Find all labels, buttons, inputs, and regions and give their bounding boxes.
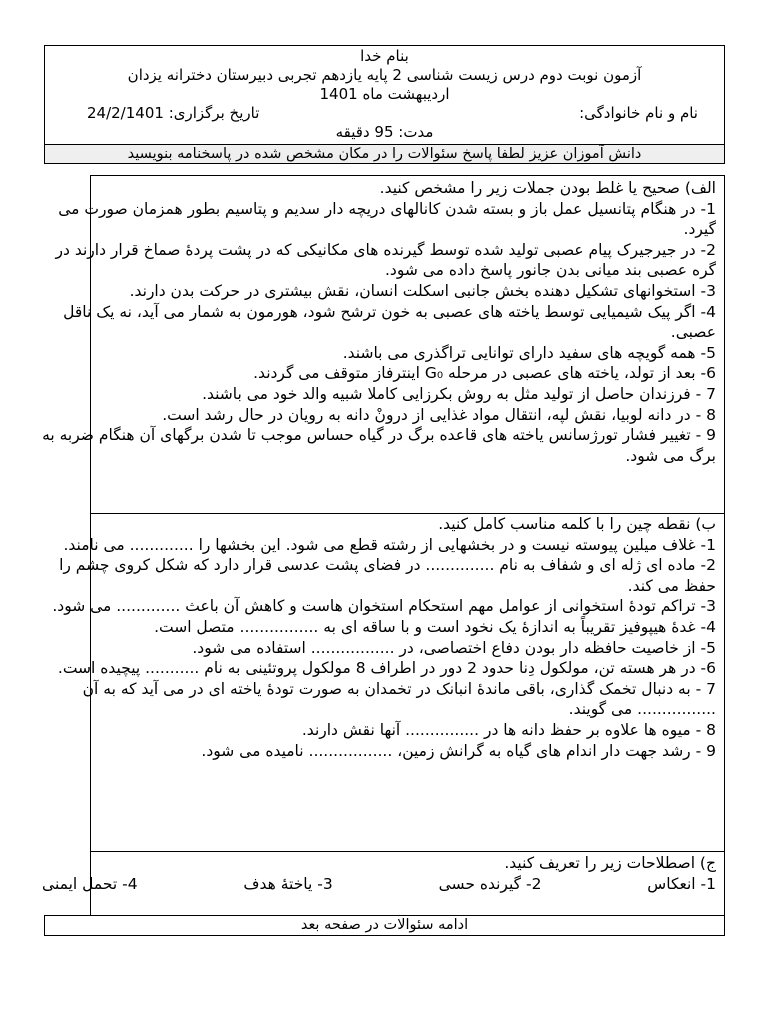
exam-header-box bbox=[44, 45, 725, 164]
section-a-box bbox=[42, 175, 725, 514]
bismillah: بنام خدا bbox=[360, 47, 409, 65]
section-a-item: 2- در جیرجیرک پیام عصبی تولید شده توسط گیرنده های مکانیکی که در پشت پردۀ صماخ قرار دارند در گره عصبی بند میانی بدن جانور پاسخ داده می شود. bbox=[55, 240, 716, 280]
section-b-item: 5- از خاصیت حافظه دار بودن دفاع اختصاصی، در ................. استفاده می شود. bbox=[192, 638, 716, 657]
term-item: 1- انعکاس bbox=[647, 874, 716, 893]
section-b bbox=[32, 512, 724, 761]
exam-month: اردیبهشت ماه 1401 bbox=[319, 85, 450, 103]
term-item: 4- تحمل ایمنی bbox=[42, 874, 138, 893]
section-a-title: الف) صحیح یا غلط بودن جملات زیر را مشخص کنید. bbox=[379, 179, 716, 197]
section-a-item: 3- استخوانهای تشکیل دهنده بخش جانبی اسکلت انسان، نقش بیشتری در حرکت بدن دارند. bbox=[129, 281, 716, 300]
name-label: نام و نام خانوادگی: bbox=[579, 104, 698, 122]
section-b-title: ب) نقطه چین را با کلمه مناسب کامل کنید. bbox=[438, 515, 716, 533]
section-c-terms bbox=[36, 874, 716, 895]
section-a-item: 6- بعد از تولد، یاخته های عصبی در مرحله G₀ اینترفاز متوقف می گردند. bbox=[253, 364, 716, 383]
section-a-item: 7 - فرزندان حاصل از تولید مثل به روش بکرزایی کاملا شبیه والد خود می باشند. bbox=[202, 384, 716, 403]
section-b-item: 9 - رشد جهت دار اندام های گیاه به گرانش زمین، ................. نامیده می شود. bbox=[201, 741, 716, 760]
instruction-bar: دانش آموزان عزیز لطفا پاسخ سئوالات را در مکان مشخص شده در پاسخنامه بنویسید bbox=[45, 144, 724, 163]
continue-note: ادامه سئوالات در صفحه بعد bbox=[44, 915, 725, 936]
date-label: تاریخ برگزاری: 24/2/1401 bbox=[87, 104, 260, 122]
section-a-item: 5- همه گویچه های سفید دارای توانایی تراگذری می باشند. bbox=[342, 343, 716, 362]
exam-duration: مدت: 95 دقیقه bbox=[335, 123, 434, 141]
name-date-row bbox=[51, 104, 718, 123]
section-c-box bbox=[42, 851, 725, 916]
section-a bbox=[32, 176, 724, 466]
section-b-item: 2- ماده ای ژله ای و شفاف به نام .............. در فضای پشت عدسی قرار دارد که شکل کروی چشم را حفظ می کند. bbox=[59, 556, 716, 595]
section-b-item: 1- غلاف میلین پیوسته نیست و در بخشهایی از رشته قطع می شود. این بخشها را ............. می نامند. bbox=[63, 535, 716, 554]
section-b-item: 6- در هر هسته تن، مولکول دِنا حدود 2 دور در اطراف 8 مولکول پروتئینی به نام ........... پیچیده است. bbox=[57, 659, 716, 678]
exam-title: آزمون نوبت دوم درس زیست شناسی 2 پایه یازدهم تجربی دبیرستان دخترانه یزدان bbox=[127, 66, 642, 84]
section-a-item: 4- اگر پیک شیمیایی توسط یاخته های عصبی به خون ترشح شود، هورمون به شمار می آید، نه یک ناقل عصبی. bbox=[63, 302, 716, 342]
section-b-item: 3- تراکم تودۀ استخوانی از عوامل مهم استحکام استخوان هاست و کاهش آن باعث ............. می شود. bbox=[52, 597, 716, 616]
section-b-item: 7 - به دنبال تخمک گذاری، باقی ماندۀ انبانک در تخمدان به صورت تودۀ یاخته ای در می آید که به آن ................ می گویند. bbox=[82, 679, 716, 719]
section-c bbox=[32, 851, 724, 894]
term-item: 2- گیرنده حسی bbox=[438, 874, 542, 893]
section-b-item: 8 - میوه ها علاوه بر حفظ دانه ها در ............... آنها نقش دارند. bbox=[301, 720, 716, 739]
section-b-box bbox=[52, 512, 725, 852]
term-item: 3- یاختۀ هدف bbox=[243, 874, 333, 893]
section-b-item: 4- غدۀ هیپوفیز تقریباً به اندازۀ یک نخود است و با ساقه ای به ................ متصل است. bbox=[154, 617, 716, 636]
section-a-item: 8 - در دانه لوبیا، نقش لپه، انتقال مواد غذایی از درونْ دانه به رویان در حال رشد است. bbox=[162, 405, 716, 424]
section-a-item: 9 - تغییر فشار تورژسانس یاخته های قاعده برگ در گیاه حساس موجب تا شدن برگهای آن هنگام ضربه به برگ می شود. bbox=[42, 426, 716, 465]
exam-header bbox=[45, 46, 724, 144]
section-a-item: 1- در هنگام پتانسیل عمل باز و بسته شدن کانالهای دریچه دار سدیم و پتاسیم بطور همزمان صورت می گیرد. bbox=[58, 199, 716, 239]
section-c-title: ج) اصطلاحات زیر را تعریف کنید. bbox=[504, 854, 716, 872]
